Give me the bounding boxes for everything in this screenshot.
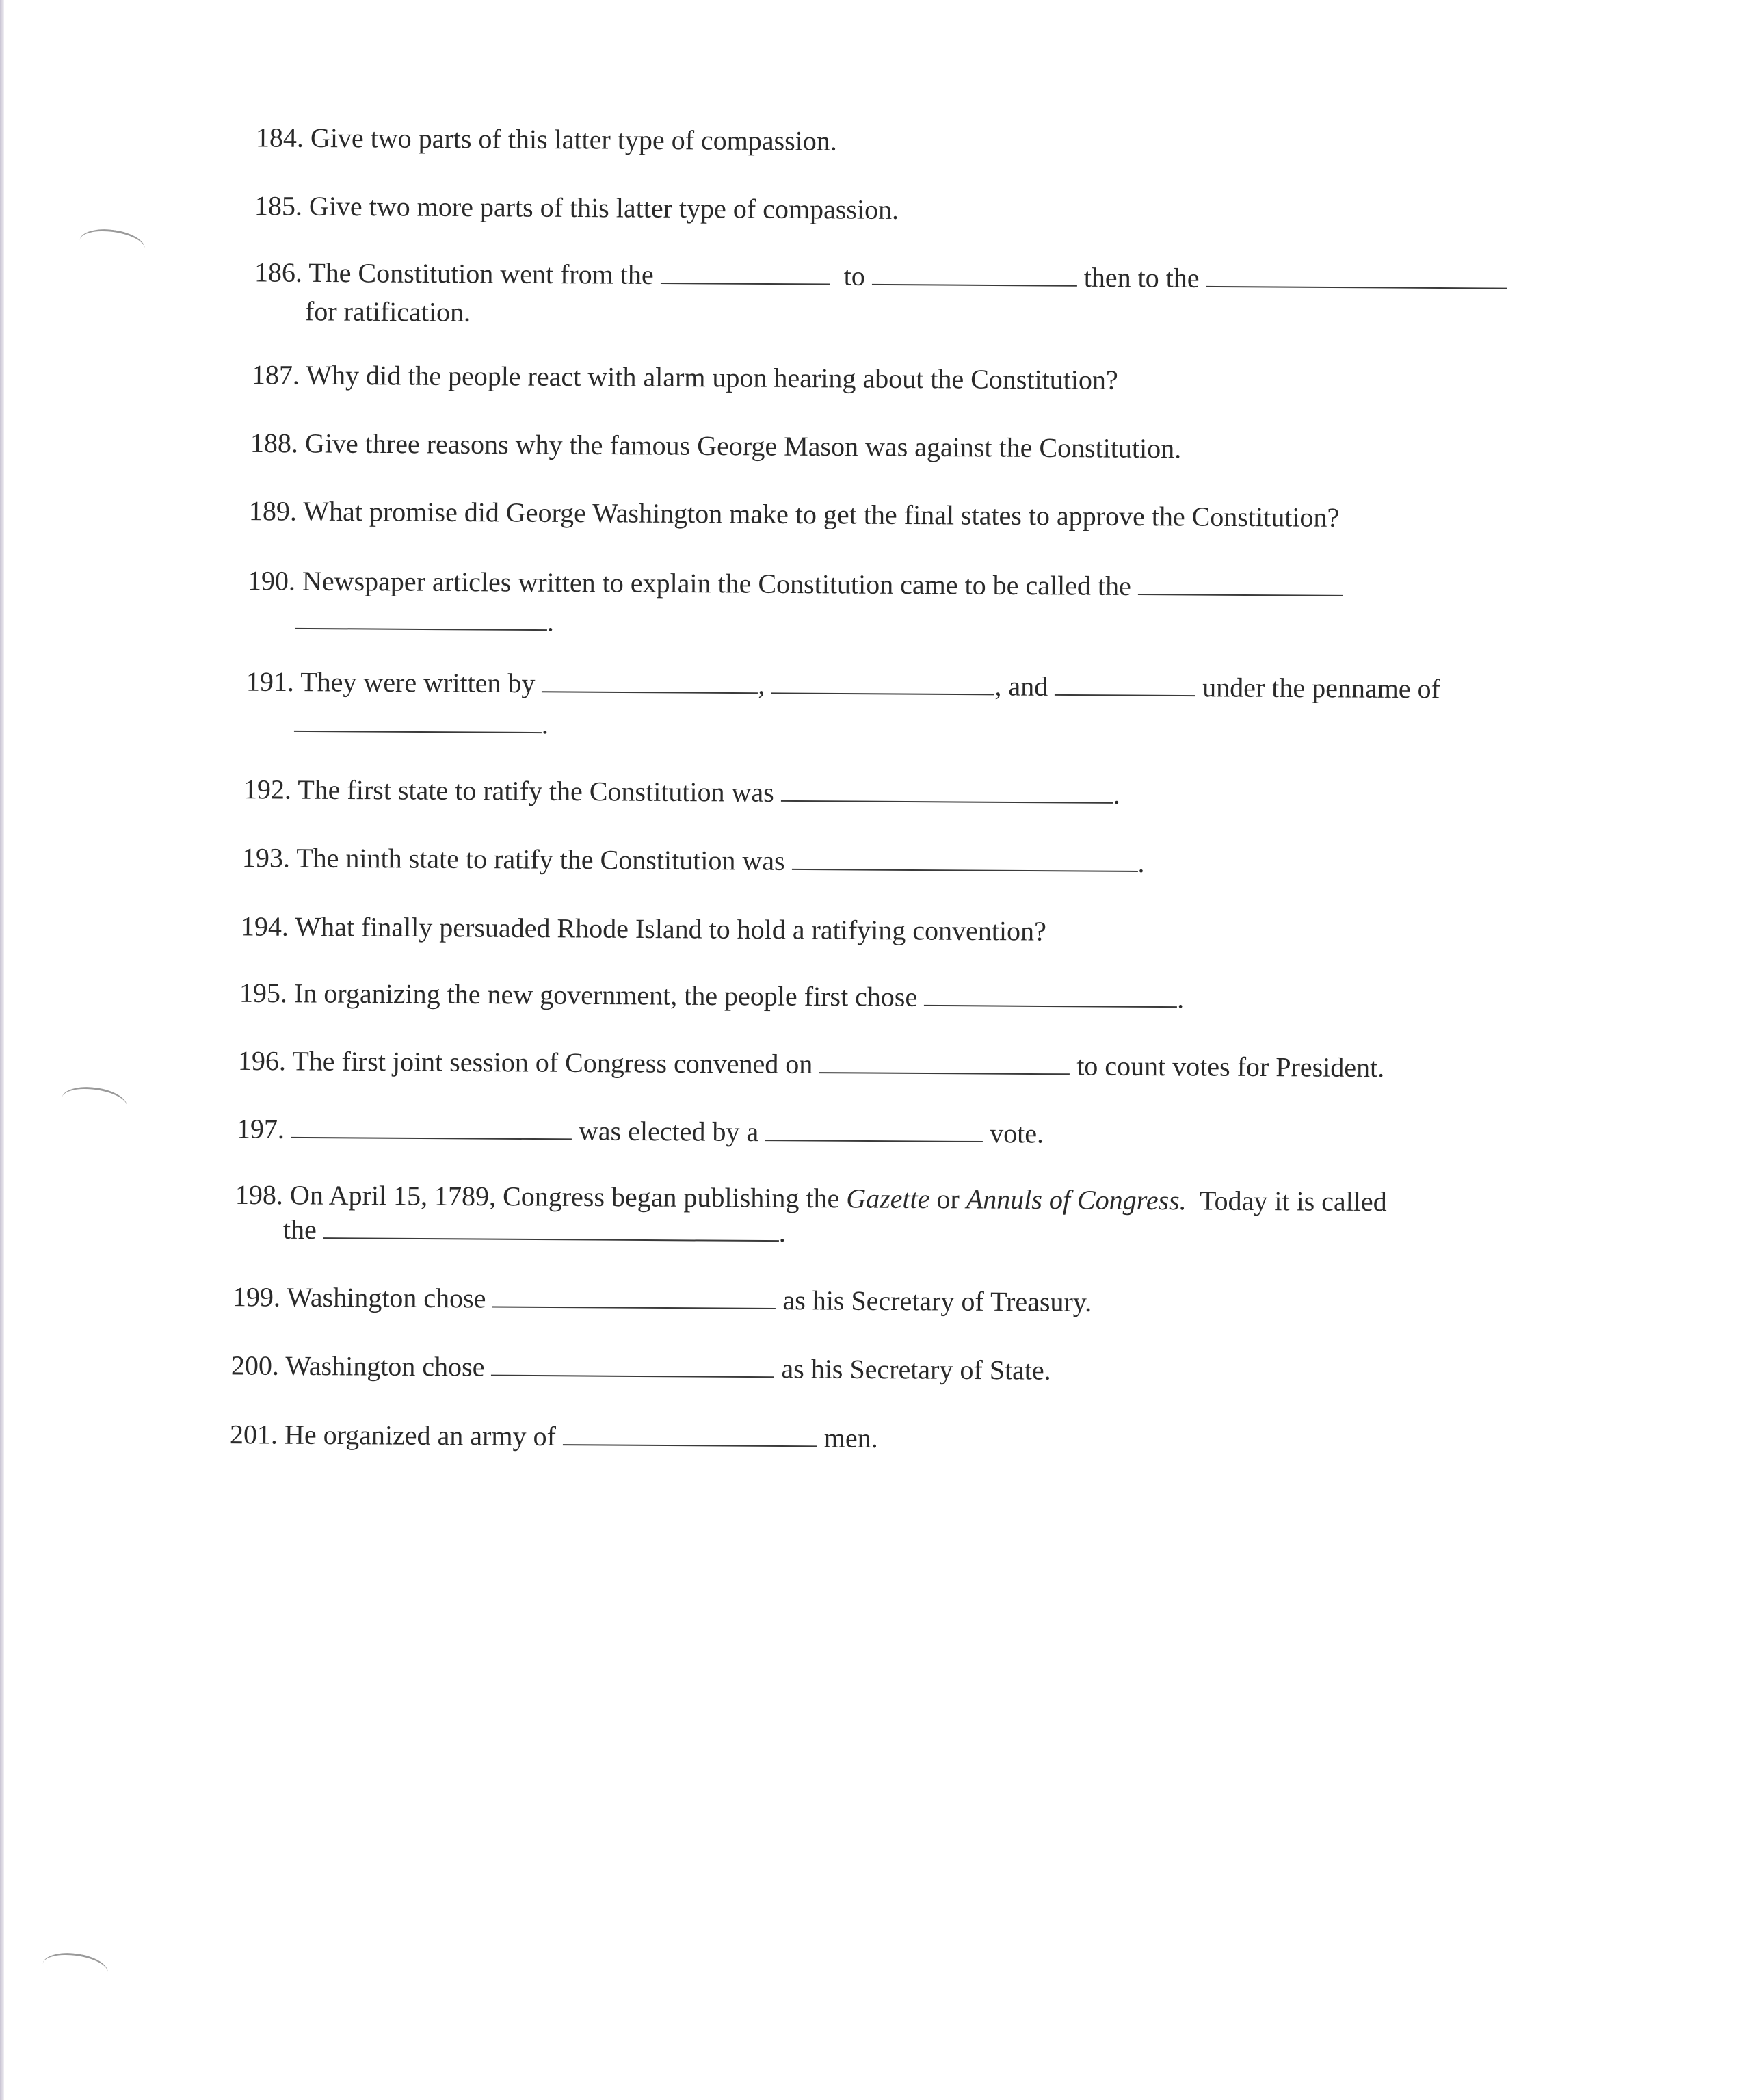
question-text: men.: [823, 1422, 878, 1454]
question-195: [239, 977, 1184, 1015]
question-text: What promise did George Washington make to get the final states to approve the Constitution?: [303, 495, 1340, 533]
question-186: [254, 256, 1507, 296]
answer-blank-191b[interactable]: [771, 670, 994, 695]
answer-blank-197b[interactable]: [765, 1118, 983, 1142]
question-193: [242, 841, 1145, 880]
question-text: The first joint session of Congress convened on: [292, 1045, 813, 1080]
question-188: [250, 427, 1182, 465]
question-number: 196.: [237, 1045, 287, 1077]
question-number: 185.: [254, 190, 303, 222]
period: .: [546, 606, 555, 638]
question-191: [246, 666, 1440, 706]
publication-title: Annuls of Congress.: [966, 1183, 1187, 1216]
answer-blank-193[interactable]: [792, 847, 1138, 872]
question-201: [230, 1418, 878, 1455]
question-number: 197.: [236, 1113, 285, 1144]
punch-hole-bottom: [40, 1950, 109, 1988]
question-text: to count votes for President.: [1076, 1050, 1385, 1084]
question-text: What finally persuaded Rhode Island to hold a ratifying convention?: [295, 910, 1046, 947]
question-184: [256, 121, 837, 157]
question-text: was elected by a: [578, 1115, 759, 1148]
question-text: He organized an army of: [284, 1419, 557, 1452]
answer-blank-186b[interactable]: [872, 262, 1077, 287]
answer-blank-190b[interactable]: [295, 606, 547, 631]
answer-blank-198[interactable]: [323, 1216, 779, 1242]
question-text: under the penname of: [1202, 672, 1441, 705]
question-200: [231, 1349, 1051, 1387]
question-198-continuation: [283, 1213, 786, 1249]
comma: ,: [758, 669, 765, 700]
question-text: The first state to ratify the Constitution was: [298, 774, 774, 808]
publication-title: Gazette: [846, 1183, 930, 1215]
question-197: [237, 1112, 1044, 1150]
question-198: [235, 1179, 1387, 1218]
period: .: [1177, 983, 1185, 1014]
question-text: In organizing the new government, the people first chose: [293, 977, 918, 1012]
question-text: or: [936, 1183, 960, 1215]
question-185: [254, 189, 899, 226]
question-text: The Constitution went from the: [308, 257, 654, 290]
answer-blank-191d[interactable]: [294, 709, 542, 733]
period: .: [778, 1217, 787, 1248]
answer-blank-201[interactable]: [563, 1422, 817, 1447]
answer-blank-199[interactable]: [492, 1284, 776, 1309]
question-number: 188.: [250, 427, 299, 459]
answer-blank-191c[interactable]: [1055, 672, 1195, 696]
period: .: [541, 709, 549, 740]
question-text: , and: [994, 670, 1048, 702]
question-number: 195.: [239, 977, 288, 1009]
question-number: 191.: [246, 666, 295, 698]
question-text: the: [282, 1213, 317, 1246]
question-186-continuation: [305, 295, 471, 328]
question-number: 184.: [255, 122, 304, 153]
answer-blank-192[interactable]: [781, 778, 1113, 804]
question-text: Give two parts of this latter type of compassion.: [310, 122, 837, 157]
question-text: On April 15, 1789, Congress began publishing the: [289, 1179, 840, 1214]
question-number: 200.: [230, 1350, 280, 1381]
question-number: 201.: [229, 1419, 278, 1450]
question-number: 198.: [235, 1179, 284, 1211]
question-text: then to the: [1083, 261, 1200, 293]
question-text: Newspaper articles written to explain the Constitution came to be called the: [302, 565, 1131, 601]
question-number: 199.: [232, 1281, 281, 1313]
question-194: [241, 910, 1046, 947]
answer-blank-195[interactable]: [924, 983, 1177, 1008]
question-text: to: [843, 260, 865, 291]
answer-blank-197a[interactable]: [291, 1115, 572, 1140]
question-number: 192.: [243, 774, 292, 805]
question-187: [252, 358, 1118, 397]
question-text: as his Secretary of State.: [781, 1353, 1051, 1386]
question-190-continuation: [295, 604, 554, 638]
answer-blank-200[interactable]: [491, 1353, 774, 1378]
question-text: Give three reasons why the famous George Mason was against the Constitution.: [304, 428, 1182, 464]
question-number: 190.: [247, 565, 296, 596]
period: .: [1137, 847, 1145, 879]
question-number: 186.: [254, 257, 303, 288]
question-191-continuation: [294, 707, 549, 741]
answer-blank-191a[interactable]: [542, 669, 758, 694]
answer-blank-190a[interactable]: [1138, 572, 1343, 596]
question-189: [249, 495, 1340, 534]
punch-hole-middle: [60, 1084, 129, 1122]
period: .: [1113, 778, 1120, 810]
question-text: Washington chose: [287, 1281, 486, 1314]
question-text: Today it is called: [1199, 1185, 1387, 1218]
question-text: Washington chose: [285, 1350, 485, 1382]
question-190: [248, 564, 1343, 604]
question-number: 187.: [251, 359, 300, 391]
answer-blank-186c[interactable]: [1206, 264, 1507, 289]
question-text: for ratification.: [304, 296, 471, 328]
question-number: 193.: [241, 841, 291, 874]
question-196: [238, 1045, 1384, 1084]
question-199: [233, 1281, 1092, 1319]
question-number: 189.: [248, 495, 298, 527]
question-text: as his Secretary of Treasury.: [782, 1285, 1092, 1317]
question-text: Give two more parts of this latter type of compassion.: [308, 190, 899, 225]
question-192: [243, 773, 1120, 811]
question-number: 194.: [240, 910, 289, 942]
question-text: Why did the people react with alarm upon hearing about the Constitution?: [306, 359, 1118, 395]
question-text: The ninth state to ratify the Constitution was: [296, 842, 785, 876]
question-text: vote.: [990, 1118, 1044, 1149]
page-left-edge: [0, 0, 4, 2100]
answer-blank-196[interactable]: [819, 1050, 1070, 1075]
answer-blank-186a[interactable]: [661, 261, 830, 285]
question-text: They were written by: [300, 666, 536, 699]
punch-hole-top: [77, 226, 146, 264]
